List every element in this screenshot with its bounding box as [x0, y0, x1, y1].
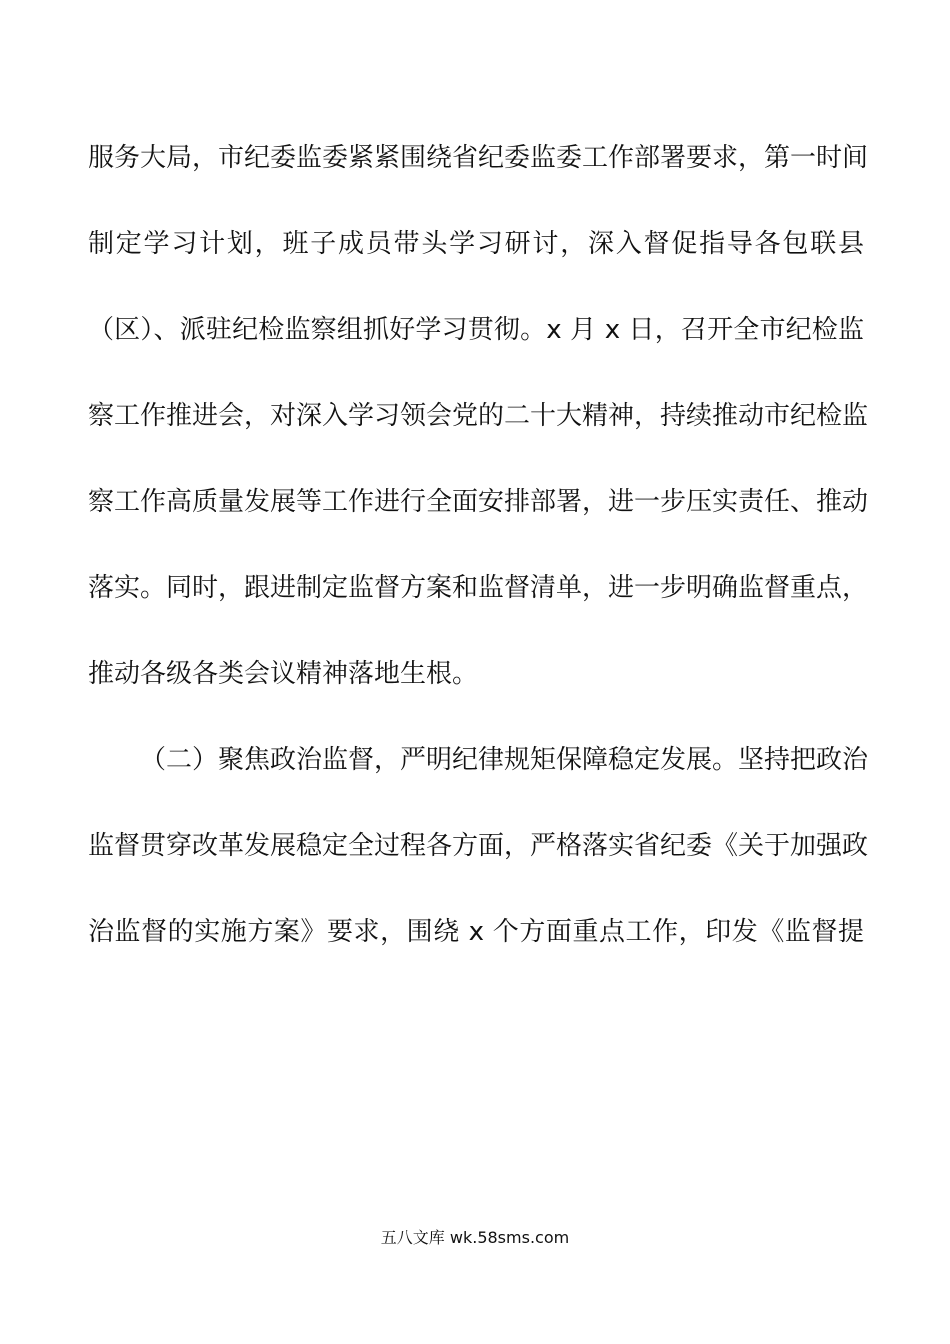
paragraph-line-3: （区）、派驻纪检监察组抓好学习贯彻。x 月 x 日，召开全市纪检监: [88, 315, 864, 345]
paragraph-line-5: 察工作高质量发展等工作进行全面安排部署，进一步压实责任、推动: [88, 487, 869, 517]
paragraph-line-2: 制定学习计划，班子成员带头学习研讨，深入督促指导各包联县: [88, 229, 864, 259]
paragraph-line-10: 治监督的实施方案》要求，围绕 x 个方面重点工作，印发《监督提: [88, 917, 864, 947]
paragraph-line-4: 察工作推进会，对深入学习领会党的二十大精神，持续推动市纪检监: [88, 401, 869, 431]
footer-watermark: 五八文库 wk.58sms.com: [380, 1228, 570, 1247]
paragraph-line-6: 落实。同时，跟进制定监督方案和监督清单，进一步明确监督重点，: [88, 573, 869, 603]
paragraph-line-1: 服务大局，市纪委监委紧紧围绕省纪委监委工作部署要求，第一时间: [88, 143, 869, 173]
paragraph-line-7: 推动各级各类会议精神落地生根。: [88, 659, 479, 689]
section-heading-line: （二）聚焦政治监督，严明纪律规矩保障稳定发展。坚持把政治: [140, 745, 869, 775]
paragraph-line-9: 监督贯穿改革发展稳定全过程各方面，严格落实省纪委《关于加强政: [88, 831, 869, 861]
